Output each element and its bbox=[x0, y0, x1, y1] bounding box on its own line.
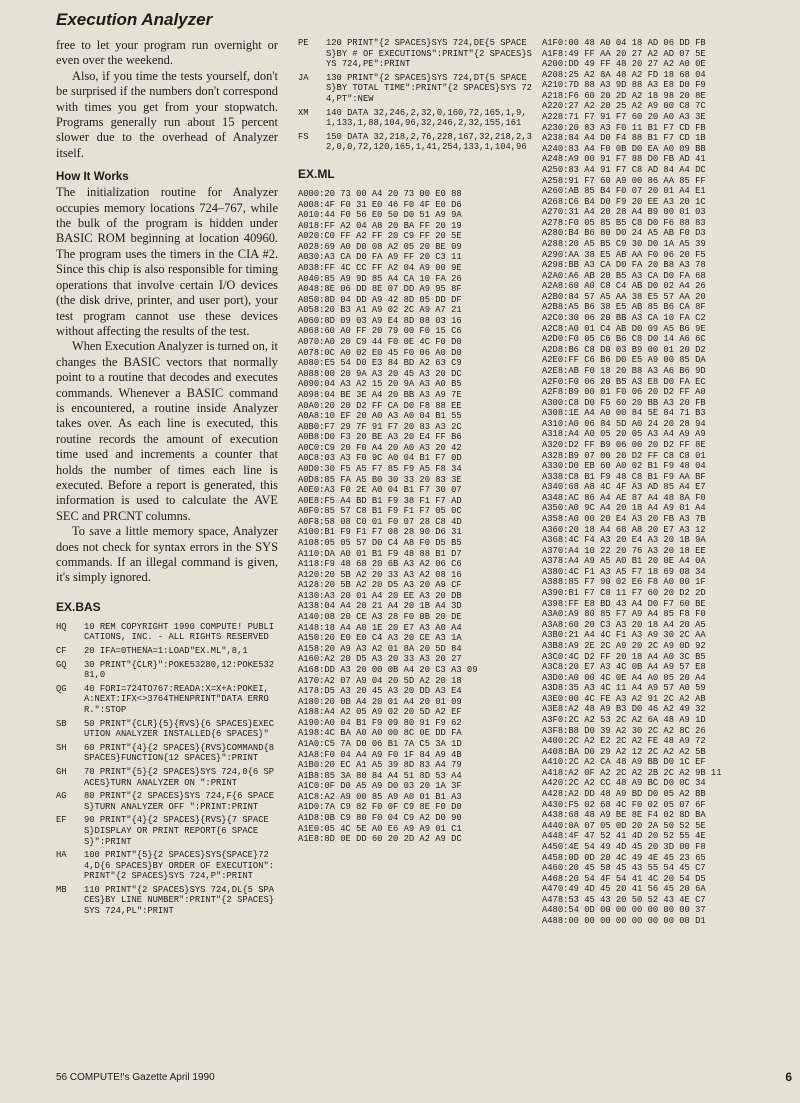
paragraph: free to let your program run overnight or even over the weekend. bbox=[56, 38, 278, 68]
hex-row: A198:4C BA A0 A0 00 8C 0E DD FA bbox=[298, 728, 462, 739]
paragraph: To save a little memory space, Analyzer does not check for syntax errors in the SYS commands. If an illegal command is given, it's simply ignored. bbox=[56, 524, 278, 585]
hex-row: A238:84 A4 D0 F4 88 B1 F7 CD 1B bbox=[542, 133, 706, 144]
hex-row: A178:D5 A3 20 45 A3 20 DD A3 E4 bbox=[298, 686, 462, 697]
hex-row: A240:83 A4 F0 0B D0 EA A0 09 BB bbox=[542, 143, 706, 154]
hex-row: A1F0:00 48 A0 04 18 AD 06 DD FB bbox=[542, 38, 706, 48]
checksum-label: GH bbox=[56, 766, 67, 777]
basic-code: 140 DATA 32,246,2,32,0,160,72,165,1,9,1,133,1,88,104,96,32,246,2,32,155,161 bbox=[326, 107, 527, 129]
hex-row: A318:A4 A0 05 20 05 A3 A4 A9 A9 bbox=[542, 429, 706, 440]
hex-row: A378:A4 A9 A5 A0 B1 20 0E A4 0A bbox=[542, 556, 706, 567]
basic-line bbox=[56, 850, 278, 882]
hex-row: A200:DD 49 FF 48 20 27 A2 A0 0E bbox=[542, 59, 706, 70]
paragraph: Also, if you time the tests yourself, don't be surprised if the numbers don't correspond with times you get from your stopwatch. Programs generally run about 15 percent slower due to the overhead of Analyzer itself. bbox=[56, 68, 278, 160]
hex-row: A208:25 A2 8A 48 A2 FD 18 68 04 bbox=[542, 69, 706, 80]
checksum-label: XM bbox=[298, 107, 309, 118]
basic-code: 50 PRINT"{CLR}{5}{RVS}{6 SPACES}EXECUTION ANALYZER INSTALLED{6 SPACES}" bbox=[84, 718, 275, 740]
hex-row: A048:8E 06 DD 8E 07 DD A9 95 8F bbox=[298, 284, 462, 295]
hex-row: A348:AC 86 A4 AE 87 A4 48 8A F0 bbox=[542, 492, 706, 503]
checksum-label: JA bbox=[298, 72, 309, 83]
hex-row: A438:68 48 A9 BE 8E F4 02 8D BA bbox=[542, 810, 706, 821]
basic-line bbox=[56, 719, 278, 740]
hex-row: A3A0:A9 80 85 F7 A9 A4 85 F8 F0 bbox=[542, 609, 706, 620]
hex-row: A2A0:A6 AB 20 B5 A3 CA D0 FA 68 bbox=[542, 270, 706, 281]
hex-row: A1C0:0F D0 A5 A9 D0 03 20 1A 3F bbox=[298, 781, 462, 792]
hex-row: A190:A0 04 B1 F9 09 80 91 F9 62 bbox=[298, 717, 462, 728]
hex-row: A148:18 A4 A0 1E 20 E7 A3 A0 A4 bbox=[298, 622, 462, 633]
hex-row: A170:A2 07 A9 04 20 5D A2 20 18 bbox=[298, 675, 462, 686]
hex-row: A070:A0 20 C9 44 F0 0E 4C F0 D0 bbox=[298, 337, 462, 348]
hex-row: A030:A3 CA D0 FA A9 FF 20 C3 11 bbox=[298, 252, 462, 263]
page-title: Execution Analyzer bbox=[56, 10, 213, 29]
footer-folio: 56 COMPUTE!'s Gazette April 1990 bbox=[56, 1072, 215, 1083]
hex-row: A150:20 E0 E0 C4 A3 20 CE A3 1A bbox=[298, 633, 462, 644]
hex-row: A418:A2 0F A2 2C A2 2B 2C A2 9B 11 bbox=[542, 767, 722, 778]
hex-row: A310:A0 06 84 5D A0 24 20 28 94 bbox=[542, 418, 706, 429]
hex-row: A270:31 A4 20 28 A4 B9 00 01 03 bbox=[542, 207, 706, 218]
listing-heading: EX.ML bbox=[298, 166, 335, 181]
hex-row: A038:FF 4C CC FF A2 04 A9 00 9E bbox=[298, 262, 462, 273]
hex-row: A368:4C F4 A3 20 E4 A3 20 1B 9A bbox=[542, 535, 706, 546]
hex-row: A2F0:F0 06 20 B5 A3 E8 D0 FA EC bbox=[542, 376, 706, 387]
hex-row: A2D8:B6 C8 D0 03 B9 00 01 20 D2 bbox=[542, 344, 706, 355]
hex-row: A120:20 5B A2 20 33 A3 A2 08 16 bbox=[298, 569, 462, 580]
basic-code: 20 IFA=0THENA=1:LOAD"EX.ML",8,1 bbox=[84, 646, 248, 656]
basic-listing bbox=[56, 622, 278, 917]
hex-row: A3E0:00 4C FE A3 A2 91 2C A2 AB bbox=[542, 693, 706, 704]
hex-row: A188:A4 A2 05 A9 02 20 5D A2 EF bbox=[298, 707, 462, 718]
hex-row: A1D0:7A C9 82 F0 0F C9 8E F0 D0 bbox=[298, 802, 462, 813]
basic-code: 120 PRINT"{2 SPACES}SYS 724,DE{5 SPACES}BY # OF EXECUTIONS":PRINT"{2 SPACES}SYS 724,PE":PRINT bbox=[326, 38, 532, 70]
hex-row: A1E8:8D 0E DD 60 20 2D A2 A9 DC bbox=[298, 834, 462, 845]
hex-row: A0C0:C9 20 F0 A4 20 A0 A3 20 42 bbox=[298, 442, 462, 453]
hex-row: A358:A0 00 20 E4 A3 20 FB A3 7B bbox=[542, 514, 706, 525]
listing-heading: EX.BAS bbox=[56, 599, 101, 614]
hex-row: A3D0:A0 00 4C 0E A4 A0 05 20 A4 bbox=[542, 672, 706, 683]
hex-listing bbox=[298, 189, 532, 845]
hex-row: A1A0:C5 7A D0 06 B1 7A C5 3A 1D bbox=[298, 739, 462, 749]
hex-row: A060:8D 09 03 A9 E4 8D 08 03 16 bbox=[298, 315, 462, 326]
hex-row: A140:08 20 CE A3 28 F0 0B 20 DE bbox=[298, 612, 462, 623]
basic-line bbox=[56, 815, 278, 847]
hex-row: A160:A2 20 D5 A3 20 33 A3 20 27 bbox=[298, 654, 462, 665]
basic-code: 130 PRINT"{2 SPACES}SYS 724,DT{5 SPACES}BY TOTAL TIME":PRINT"{2 SPACES}SYS 724,PT":NEW bbox=[326, 72, 532, 104]
hex-row: A320:D2 FF B9 06 00 20 D2 FF 8E bbox=[542, 439, 706, 450]
hex-row: A010:44 F0 56 E0 50 D0 51 A9 9A bbox=[298, 210, 462, 221]
basic-line bbox=[298, 73, 532, 105]
hex-row: A280:B4 B6 80 D0 24 A5 AB F0 D3 bbox=[542, 228, 706, 239]
hex-row: A2B0:84 57 A5 AA 38 E5 57 AA 20 bbox=[542, 291, 706, 302]
checksum-label: AG bbox=[56, 791, 67, 802]
basic-code: 90 PRINT"{4}{2 SPACES}{RVS}{7 SPACES}DISPLAY OR PRINT REPORT{6 SPACES}":PRINT bbox=[84, 815, 269, 847]
hex-row: A210:7D 88 A3 9D 88 A3 E8 D0 F9 bbox=[542, 80, 706, 91]
hex-row: A180:20 0B A4 20 01 A4 20 01 09 bbox=[298, 696, 462, 707]
hex-row: A228:71 F7 91 F7 60 20 A0 A3 3E bbox=[542, 112, 706, 123]
checksum-label: SB bbox=[56, 718, 67, 729]
basic-line bbox=[56, 791, 278, 812]
checksum-label: HA bbox=[56, 850, 67, 861]
hex-row: A380:4C F1 A3 A5 F7 18 69 08 34 bbox=[542, 566, 706, 577]
hex-row: A0C8:03 A3 F0 9C A0 04 B1 F7 0D bbox=[298, 453, 462, 464]
checksum-label: FS bbox=[298, 131, 309, 142]
hex-row: A290:AA 38 E5 AB AA F0 06 20 F5 bbox=[542, 249, 706, 260]
hex-row: A2C8:A0 01 C4 AB D0 09 A5 B6 9E bbox=[542, 323, 706, 334]
hex-row: A158:20 A9 A3 A2 01 8A 20 5D 84 bbox=[298, 643, 462, 654]
hex-row: A1F8:49 FF AA 20 27 A2 AD 07 5E bbox=[542, 48, 706, 59]
checksum-label: MB bbox=[56, 884, 67, 895]
hex-row: A460:20 45 58 45 43 55 54 45 C7 bbox=[542, 863, 706, 874]
hex-row: A3F8:B8 D0 39 A2 30 2C A2 8C 26 bbox=[542, 725, 706, 736]
hex-row: A110:DA A0 01 B1 F9 48 88 B1 D7 bbox=[298, 548, 462, 559]
hex-row: A1B0:20 EC A1 A5 39 8D 83 A4 79 bbox=[298, 760, 462, 771]
hex-row: A488:00 00 00 00 00 00 00 00 D1 bbox=[542, 915, 706, 926]
hex-row: A3A8:60 20 C3 A3 20 18 A4 20 A5 bbox=[542, 619, 706, 630]
hex-row: A168:DD A3 20 00 0B A4 20 C3 A3 09 bbox=[298, 664, 478, 675]
basic-code: 100 PRINT"{5}{2 SPACES}SYS{SPACE}724,D{6 SPACES}BY ORDER OF EXECUTION":PRINT"{2 SPACES}SYS 724,P":PRINT bbox=[84, 850, 275, 882]
basic-code: 150 DATA 32,218,2,76,228,167,32,218,2,32,0,0,72,120,165,1,41,254,133,1,104,96 bbox=[326, 131, 532, 153]
article-column bbox=[56, 38, 278, 920]
paragraph: The initialization routine for Analyzer occupies memory locations 724–767, while the bulk of the program is hidden under BASIC ROM beginning at location 40960. The program uses the timers in the CIA #2. Since this chip is also responsible for timing operations that involve certain I/O devices (the disk drive, printer, and user port), your test program cannot use these devices without affecting the results of the test. bbox=[56, 185, 278, 338]
hex-row: A128:20 5B A2 20 D5 A3 20 A9 CF bbox=[298, 580, 462, 591]
section-heading: How It Works bbox=[56, 171, 129, 184]
checksum-label: SH bbox=[56, 742, 67, 753]
hex-row: A1E0:05 4C 5E A0 E6 A9 A9 01 C1 bbox=[298, 823, 462, 834]
hex-row: A448:4F 47 52 41 4D 20 52 55 4E bbox=[542, 831, 706, 842]
hex-row: A3F0:2C A2 53 2C A2 6A 48 A9 1D bbox=[542, 715, 706, 725]
hex-row: A268:C6 B4 D0 F9 20 EE A3 20 1C bbox=[542, 196, 706, 207]
hex-row: A018:FF A2 04 A8 20 BA FF 20 19 bbox=[298, 220, 462, 231]
hex-row: A068:60 A0 FF 20 79 00 F0 15 C6 bbox=[298, 326, 462, 337]
checksum-label: EF bbox=[56, 815, 67, 826]
basic-code: 80 PRINT"{2 SPACES}SYS 724,F{6 SPACES}TURN ANALYZER OFF ":PRINT:PRINT bbox=[84, 791, 275, 812]
basic-line bbox=[56, 885, 278, 917]
hex-row: A0F0:85 57 C8 B1 F9 F1 F7 05 0C bbox=[298, 506, 462, 517]
page-number: 6 bbox=[785, 1070, 792, 1084]
hex-row: A458:0D 0D 20 4C 49 4E 45 23 65 bbox=[542, 852, 706, 863]
paragraph: When Execution Analyzer is turned on, it changes the BASIC vectors that normally point to a routine that decodes and executes commands. Whenever a BASIC command is encountered, a routine inside Analyzer takes over. As each line is executed, this routine records the amount of execution time used and increments a counter that holds the number of times each line is executed. Before a report is generated, this information is used to calculate the AVE SEC and PRCNT columns. bbox=[56, 339, 278, 523]
hex-row: A370:A4 10 22 20 76 A3 20 18 EE bbox=[542, 545, 706, 556]
basic-code: 60 PRINT"{4}{2 SPACES}{RVS}COMMAND{8 SPACES}FUNCTION{12 SPACES}":PRINT bbox=[84, 742, 280, 764]
hex-row: A388:85 F7 90 02 E6 F8 A0 00 1F bbox=[542, 577, 706, 588]
basic-line bbox=[298, 108, 532, 129]
hex-row: A398:FF E8 BD 43 A4 D0 F7 60 BE bbox=[542, 598, 706, 609]
hex-row: A258:91 F7 60 A9 00 86 AA 85 FF bbox=[542, 175, 706, 186]
hex-row: A2A8:60 A0 C8 C4 AB D0 02 A4 26 bbox=[542, 281, 706, 292]
hex-row: A2E8:AB F0 18 20 B8 A3 A6 B6 9D bbox=[542, 365, 706, 376]
hex-row: A300:C8 D0 F5 60 20 BB A3 20 FB bbox=[542, 397, 706, 408]
hex-row: A248:A9 00 91 F7 88 D0 FB AD 41 bbox=[542, 154, 706, 165]
hex-row: A420:2C A2 CC 48 A9 BC D0 0C 34 bbox=[542, 778, 706, 789]
hex-row: A3C8:20 E7 A3 4C 0B A4 A9 57 E8 bbox=[542, 662, 706, 673]
hex-row: A1D8:0B C9 80 F0 04 C9 A2 D0 90 bbox=[298, 813, 462, 824]
hex-row: A330:D0 EB 60 A0 02 B1 F9 48 04 bbox=[542, 461, 706, 472]
basic-code: 30 PRINT"{CLR}":POKE53280,12:POKE53281,0 bbox=[84, 659, 275, 681]
basic-line bbox=[56, 646, 278, 657]
hex-row: A278:F0 05 85 B5 C8 D0 F6 88 83 bbox=[542, 217, 706, 228]
hex-row: A020:C0 FF A2 FF 20 C9 FF 20 5E bbox=[298, 231, 462, 242]
hex-row: A468:20 54 4F 54 41 4C 20 54 D5 bbox=[542, 873, 706, 884]
hex-row: A100:B1 F9 F1 F7 08 28 90 D6 31 bbox=[298, 527, 462, 538]
checksum-label: CF bbox=[56, 646, 67, 656]
hex-row: A0A0:20 20 D2 FF CA D0 F8 88 EE bbox=[298, 400, 462, 411]
hex-row: A0B0:F7 29 7F 91 F7 20 83 A3 2C bbox=[298, 421, 462, 432]
hex-row: A3B8:A9 2E 2C A9 20 2C A9 0D 92 bbox=[542, 640, 706, 651]
hex-row: A440:0A 07 05 0D 20 2A 50 52 5E bbox=[542, 820, 706, 831]
hex-row: A078:0C A0 02 E0 45 F0 06 A0 D0 bbox=[298, 347, 462, 358]
hex-row: A1A8:F0 04 A4 A9 F0 1F 84 A9 4B bbox=[298, 749, 462, 760]
basic-code: 40 FORI=724TO767:READA:X=X+A:POKEI,A:NEXT:IFX<>3764THENPRINT"DATA ERROR.":STOP bbox=[84, 683, 269, 715]
hex-row: A0D8:85 FA A5 B0 30 33 20 83 3E bbox=[298, 474, 462, 485]
hex-row: A2B8:A5 B6 38 E5 AB 85 B6 CA 8F bbox=[542, 302, 706, 313]
hex-row: A288:20 A5 B5 C9 30 D0 1A A5 39 bbox=[542, 238, 706, 249]
hex-row: A2F8:B9 00 01 F0 06 20 D2 FF A0 bbox=[542, 387, 706, 398]
hex-row: A2C0:30 06 20 BB A3 CA 10 FA C2 bbox=[542, 313, 706, 324]
hex-column bbox=[542, 38, 792, 927]
basic-line bbox=[56, 767, 278, 788]
basic-line bbox=[298, 38, 532, 70]
hex-row: A3D8:35 A3 4C 11 A4 A9 57 A0 59 bbox=[542, 683, 706, 694]
hex-row: A338:C8 B1 F9 48 C8 B1 F9 AA BF bbox=[542, 471, 706, 482]
hex-row: A0A8:10 EF 20 A0 A3 A0 04 B1 55 bbox=[298, 411, 462, 422]
hex-row: A478:53 45 43 20 50 52 43 4E C7 bbox=[542, 894, 706, 905]
checksum-label: PE bbox=[298, 38, 309, 48]
hex-row: A130:A3 20 01 A4 20 EE A3 20 DB bbox=[298, 590, 462, 601]
hex-row: A040:85 A9 9D 85 A4 CA 10 FA 26 bbox=[298, 273, 462, 284]
basic-code: 70 PRINT"{5}{2 SPACES}SYS 724,0{6 SPACES}TURN ANALYZER ON ":PRINT bbox=[84, 766, 275, 788]
basic-listing-continued bbox=[298, 38, 532, 153]
hex-row: A408:BA D0 29 A2 12 2C A2 A2 5B bbox=[542, 746, 706, 757]
hex-row: A230:20 83 A3 F0 11 B1 F7 CD FB bbox=[542, 122, 706, 133]
basic-code: 10 REM COPYRIGHT 1990 COMPUTE! PUBLICATIONS, INC. - ALL RIGHTS RESERVED bbox=[84, 621, 275, 643]
basic-line bbox=[298, 132, 532, 153]
hex-row: A108:05 05 57 D0 C4 A8 F0 D5 B5 bbox=[298, 538, 462, 549]
hex-listing-continued bbox=[542, 38, 792, 927]
basic-line bbox=[56, 660, 278, 681]
hex-row: A410:2C A2 CA 48 A9 BB D0 1C EF bbox=[542, 757, 706, 768]
hex-row: A3E8:A2 48 A9 B3 D0 46 A2 49 32 bbox=[542, 704, 706, 715]
hex-row: A0B8:D0 F3 20 BE A3 20 E4 FF B6 bbox=[298, 432, 462, 443]
hex-row: A218:F6 60 20 2D A2 18 98 20 8E bbox=[542, 90, 706, 101]
hex-row: A328:B9 07 00 20 D2 FF C8 C8 01 bbox=[542, 450, 706, 461]
hex-row: A1B8:85 3A 80 84 A4 51 8D 53 A4 bbox=[298, 770, 462, 781]
hex-row: A0D0:30 F5 A5 F7 85 F9 A5 F8 34 bbox=[298, 463, 462, 474]
hex-row: A028:69 A0 D0 08 A2 05 20 BE 09 bbox=[298, 241, 462, 252]
hex-row: A088:00 20 9A A3 20 45 A3 20 DC bbox=[298, 368, 462, 379]
checksum-label: QG bbox=[56, 683, 67, 694]
hex-row: A390:B1 F7 C8 11 F7 60 20 D2 2D bbox=[542, 588, 706, 599]
hex-row: A000:20 73 00 A4 20 73 00 E0 88 bbox=[298, 188, 462, 199]
checksum-label: GQ bbox=[56, 659, 67, 670]
hex-row: A0E8:F5 A4 BD B1 F9 38 F1 F7 AD bbox=[298, 495, 462, 506]
hex-row: A250:83 A4 91 F7 C8 AD 84 A4 DC bbox=[542, 164, 706, 175]
hex-row: A450:4E 54 49 4D 45 20 3D 00 F8 bbox=[542, 841, 706, 852]
checksum-label: HQ bbox=[56, 621, 67, 632]
hex-row: A2D0:F0 05 C6 B6 C8 D0 14 A6 6C bbox=[542, 334, 706, 345]
hex-row: A050:8D 04 DD A9 42 8D 05 DD DF bbox=[298, 294, 462, 305]
hex-row: A400:2C A2 E2 2C A2 FE 48 A9 72 bbox=[542, 736, 706, 747]
hex-row: A2E0:FF C6 B6 D0 E5 A9 00 85 DA bbox=[542, 355, 706, 366]
hex-row: A3B0:21 A4 4C F1 A3 A9 30 2C AA bbox=[542, 630, 706, 641]
hex-row: A470:49 4D 45 20 41 56 45 20 6A bbox=[542, 884, 706, 895]
hex-row: A090:04 A3 A2 15 20 9A A3 A0 B5 bbox=[298, 379, 462, 390]
hex-row: A480:54 0D 00 00 00 00 00 00 37 bbox=[542, 905, 706, 916]
hex-row: A058:20 B3 A1 A9 02 2C A9 A7 21 bbox=[298, 305, 462, 316]
hex-row: A008:4F F0 31 E0 46 F0 4F E0 D6 bbox=[298, 199, 462, 210]
basic-line bbox=[56, 622, 278, 643]
hex-row: A138:04 A4 20 21 A4 20 1B A4 3D bbox=[298, 601, 462, 612]
hex-row: A428:A2 DD 48 A9 BD D0 05 A2 BB bbox=[542, 789, 706, 800]
hex-row: A220:27 A2 20 25 A2 A9 00 C8 7C bbox=[542, 101, 706, 112]
hex-row: A350:A0 9C A4 20 18 A4 A9 01 A4 bbox=[542, 503, 706, 514]
hex-row: A1C8:A2 A9 00 85 A9 A0 01 B1 A3 bbox=[298, 791, 462, 802]
hex-row: A340:68 A8 4C 4F A3 AD 85 A4 E7 bbox=[542, 482, 706, 493]
hex-row: A298:BB A3 CA D0 FA 20 B8 A3 78 bbox=[542, 260, 706, 271]
hex-row: A430:F5 02 68 4C F0 02 05 07 6F bbox=[542, 799, 706, 810]
basic-line bbox=[56, 743, 278, 764]
hex-row: A080:E5 54 D0 E3 84 BD A2 63 C9 bbox=[298, 358, 462, 369]
basic-code: 110 PRINT"{2 SPACES}SYS 724,DL{5 SPACES}BY LINE NUMBER":PRINT"{2 SPACES}SYS 724,PL":PRINT bbox=[84, 884, 275, 917]
hex-row: A3C0:4C D2 FF 20 18 A4 A0 3C B5 bbox=[542, 651, 706, 662]
hex-row: A0E0:A3 F0 2E A0 04 B1 F7 30 07 bbox=[298, 485, 462, 496]
hex-row: A260:AB 85 B4 F0 07 20 01 A4 E1 bbox=[542, 186, 706, 197]
listing-column bbox=[298, 38, 532, 845]
hex-row: A118:F9 48 68 20 6B A3 A2 06 C6 bbox=[298, 559, 462, 570]
hex-row: A0F8:58 08 C0 01 F0 07 28 C8 4D bbox=[298, 516, 462, 527]
hex-row: A098:04 BE 3E A4 20 BB A3 A9 7E bbox=[298, 389, 462, 400]
hex-row: A308:1E A4 A0 00 84 5E 84 71 B3 bbox=[542, 408, 706, 419]
hex-row: A360:20 18 A4 68 A8 20 E7 A3 12 bbox=[542, 524, 706, 535]
basic-line bbox=[56, 684, 278, 716]
